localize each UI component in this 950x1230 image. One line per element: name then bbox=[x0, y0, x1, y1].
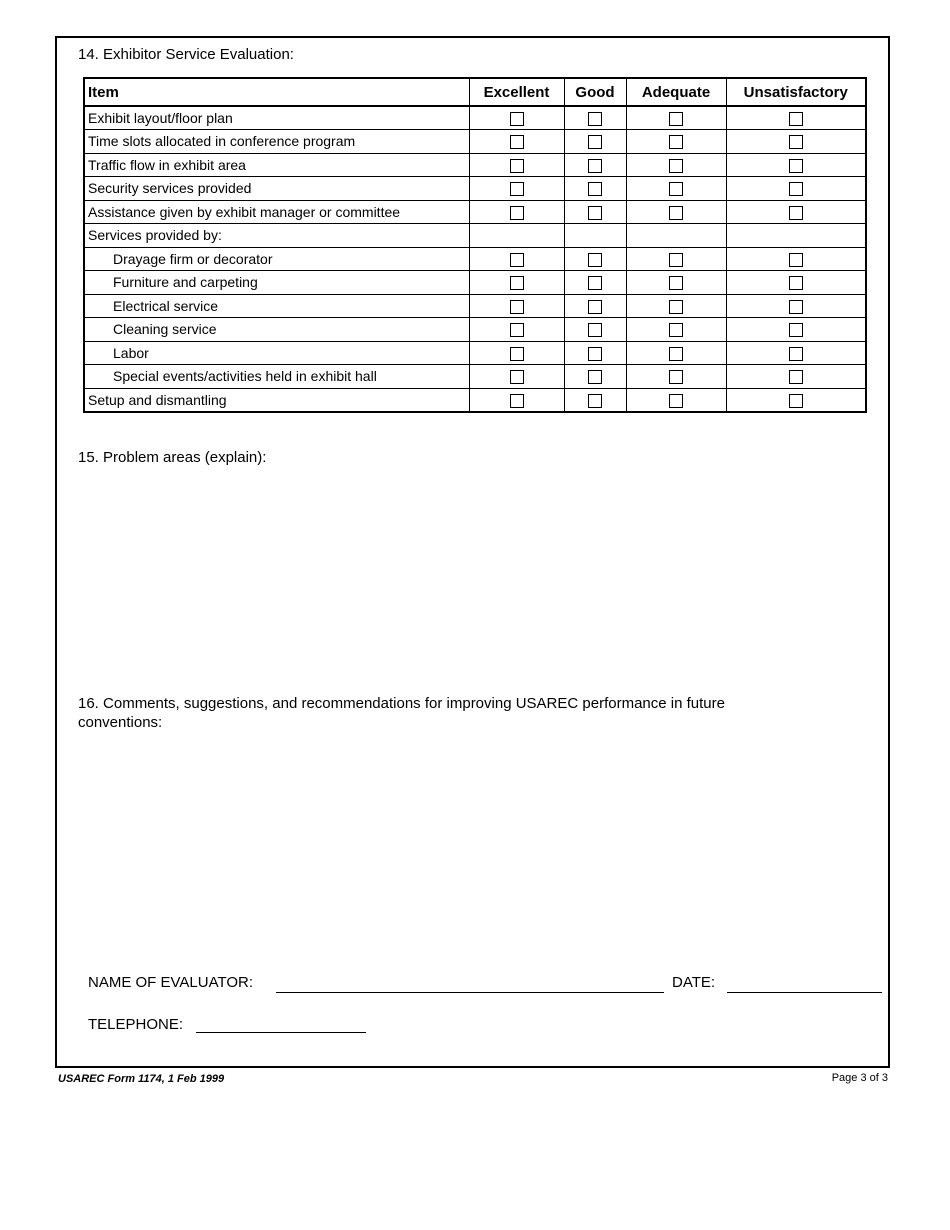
row-label: Special events/activities held in exhibit hall bbox=[84, 365, 469, 389]
cell-good bbox=[564, 365, 626, 389]
checkbox-excellent[interactable] bbox=[510, 206, 524, 220]
checkbox-excellent[interactable] bbox=[510, 370, 524, 384]
cell-adequate bbox=[626, 130, 726, 154]
column-header-item: Item bbox=[84, 78, 469, 106]
cell-adequate bbox=[626, 388, 726, 412]
checkbox-good[interactable] bbox=[588, 347, 602, 361]
table-row bbox=[84, 271, 866, 295]
cell-excellent bbox=[469, 341, 564, 365]
checkbox-adequate[interactable] bbox=[669, 394, 683, 408]
cell-good bbox=[564, 153, 626, 177]
column-header-excellent: Excellent bbox=[469, 78, 564, 106]
checkbox-unsatisfactory[interactable] bbox=[789, 347, 803, 361]
checkbox-good[interactable] bbox=[588, 182, 602, 196]
checkbox-unsatisfactory[interactable] bbox=[789, 394, 803, 408]
row-label: Traffic flow in exhibit area bbox=[84, 153, 469, 177]
cell-good bbox=[564, 224, 626, 248]
checkbox-good[interactable] bbox=[588, 135, 602, 149]
checkbox-unsatisfactory[interactable] bbox=[789, 253, 803, 267]
table-row bbox=[84, 177, 866, 201]
problem-areas-field[interactable] bbox=[78, 472, 868, 682]
table-row bbox=[84, 365, 866, 389]
cell-adequate bbox=[626, 294, 726, 318]
table-row bbox=[84, 341, 866, 365]
cell-adequate bbox=[626, 271, 726, 295]
cell-adequate bbox=[626, 224, 726, 248]
row-label: Security services provided bbox=[84, 177, 469, 201]
checkbox-unsatisfactory[interactable] bbox=[789, 276, 803, 290]
date-input[interactable] bbox=[727, 992, 882, 993]
checkbox-unsatisfactory[interactable] bbox=[789, 112, 803, 126]
cell-unsatisfactory bbox=[726, 247, 866, 271]
table-row bbox=[84, 294, 866, 318]
column-header-adequate: Adequate bbox=[626, 78, 726, 106]
checkbox-good[interactable] bbox=[588, 206, 602, 220]
row-label: Cleaning service bbox=[84, 318, 469, 342]
cell-adequate bbox=[626, 177, 726, 201]
cell-good bbox=[564, 106, 626, 130]
row-label: Exhibit layout/floor plan bbox=[84, 106, 469, 130]
checkbox-unsatisfactory[interactable] bbox=[789, 159, 803, 173]
cell-excellent bbox=[469, 318, 564, 342]
checkbox-adequate[interactable] bbox=[669, 112, 683, 126]
evaluator-name-input[interactable] bbox=[276, 992, 664, 993]
cell-excellent bbox=[469, 130, 564, 154]
cell-unsatisfactory bbox=[726, 388, 866, 412]
row-label: Electrical service bbox=[84, 294, 469, 318]
checkbox-good[interactable] bbox=[588, 300, 602, 314]
row-label: Setup and dismantling bbox=[84, 388, 469, 412]
table-row bbox=[84, 200, 866, 224]
table-row bbox=[84, 318, 866, 342]
cell-good bbox=[564, 294, 626, 318]
checkbox-excellent[interactable] bbox=[510, 159, 524, 173]
cell-unsatisfactory bbox=[726, 365, 866, 389]
cell-unsatisfactory bbox=[726, 294, 866, 318]
cell-good bbox=[564, 341, 626, 365]
row-label: Labor bbox=[84, 341, 469, 365]
checkbox-adequate[interactable] bbox=[669, 135, 683, 149]
checkbox-adequate[interactable] bbox=[669, 182, 683, 196]
row-label: Furniture and carpeting bbox=[84, 271, 469, 295]
cell-good bbox=[564, 318, 626, 342]
form-identifier: USAREC Form 1174, 1 Feb 1999 bbox=[58, 1073, 225, 1085]
checkbox-good[interactable] bbox=[588, 159, 602, 173]
checkbox-adequate[interactable] bbox=[669, 347, 683, 361]
cell-excellent bbox=[469, 200, 564, 224]
cell-adequate bbox=[626, 106, 726, 130]
date-label: DATE: bbox=[672, 974, 716, 991]
evaluation-table bbox=[83, 77, 867, 413]
cell-excellent bbox=[469, 365, 564, 389]
checkbox-unsatisfactory[interactable] bbox=[789, 135, 803, 149]
cell-good bbox=[564, 247, 626, 271]
cell-adequate bbox=[626, 341, 726, 365]
checkbox-excellent[interactable] bbox=[510, 276, 524, 290]
cell-good bbox=[564, 271, 626, 295]
telephone-input[interactable] bbox=[196, 1032, 366, 1033]
cell-unsatisfactory bbox=[726, 341, 866, 365]
section-15-title: 15. Problem areas (explain): bbox=[78, 449, 267, 466]
cell-adequate bbox=[626, 200, 726, 224]
cell-excellent bbox=[469, 224, 564, 248]
section-14-title: 14. Exhibitor Service Evaluation: bbox=[78, 46, 294, 63]
cell-unsatisfactory bbox=[726, 106, 866, 130]
checkbox-excellent[interactable] bbox=[510, 300, 524, 314]
checkbox-good[interactable] bbox=[588, 276, 602, 290]
checkbox-adequate[interactable] bbox=[669, 159, 683, 173]
cell-adequate bbox=[626, 318, 726, 342]
checkbox-adequate[interactable] bbox=[669, 323, 683, 337]
table-row bbox=[84, 388, 866, 412]
checkbox-good[interactable] bbox=[588, 370, 602, 384]
evaluator-name-label: NAME OF EVALUATOR: bbox=[88, 974, 254, 991]
checkbox-good[interactable] bbox=[588, 253, 602, 267]
cell-unsatisfactory bbox=[726, 153, 866, 177]
cell-adequate bbox=[626, 153, 726, 177]
checkbox-unsatisfactory[interactable] bbox=[789, 182, 803, 196]
cell-good bbox=[564, 388, 626, 412]
cell-excellent bbox=[469, 177, 564, 201]
checkbox-adequate[interactable] bbox=[669, 300, 683, 314]
checkbox-excellent[interactable] bbox=[510, 347, 524, 361]
cell-good bbox=[564, 200, 626, 224]
checkbox-unsatisfactory[interactable] bbox=[789, 300, 803, 314]
checkbox-good[interactable] bbox=[588, 112, 602, 126]
cell-unsatisfactory bbox=[726, 271, 866, 295]
table-header-row bbox=[84, 78, 866, 106]
checkbox-excellent[interactable] bbox=[510, 323, 524, 337]
cell-excellent bbox=[469, 247, 564, 271]
cell-good bbox=[564, 177, 626, 201]
checkbox-excellent[interactable] bbox=[510, 135, 524, 149]
cell-good bbox=[564, 130, 626, 154]
table-row bbox=[84, 153, 866, 177]
page-number: Page 3 of 3 bbox=[831, 1072, 888, 1084]
row-label: Time slots allocated in conference program bbox=[84, 130, 469, 154]
checkbox-adequate[interactable] bbox=[669, 253, 683, 267]
checkbox-excellent[interactable] bbox=[510, 182, 524, 196]
row-label: Services provided by: bbox=[84, 224, 469, 248]
checkbox-unsatisfactory[interactable] bbox=[789, 206, 803, 220]
cell-excellent bbox=[469, 153, 564, 177]
table-row bbox=[84, 224, 866, 248]
row-label: Drayage firm or decorator bbox=[84, 247, 469, 271]
cell-excellent bbox=[469, 271, 564, 295]
checkbox-good[interactable] bbox=[588, 394, 602, 408]
checkbox-excellent[interactable] bbox=[510, 394, 524, 408]
cell-unsatisfactory bbox=[726, 318, 866, 342]
checkbox-adequate[interactable] bbox=[669, 276, 683, 290]
comments-field[interactable] bbox=[78, 738, 868, 958]
table-row bbox=[84, 247, 866, 271]
checkbox-excellent[interactable] bbox=[510, 253, 524, 267]
checkbox-unsatisfactory[interactable] bbox=[789, 323, 803, 337]
cell-adequate bbox=[626, 365, 726, 389]
checkbox-unsatisfactory[interactable] bbox=[789, 370, 803, 384]
checkbox-adequate[interactable] bbox=[669, 370, 683, 384]
table-row bbox=[84, 106, 866, 130]
column-header-unsatisfactory: Unsatisfactory bbox=[726, 78, 866, 106]
cell-excellent bbox=[469, 106, 564, 130]
cell-excellent bbox=[469, 294, 564, 318]
cell-adequate bbox=[626, 247, 726, 271]
cell-excellent bbox=[469, 388, 564, 412]
cell-unsatisfactory bbox=[726, 224, 866, 248]
checkbox-adequate[interactable] bbox=[669, 206, 683, 220]
table-row bbox=[84, 130, 866, 154]
telephone-label: TELEPHONE: bbox=[88, 1016, 184, 1033]
checkbox-good[interactable] bbox=[588, 323, 602, 337]
column-header-good: Good bbox=[564, 78, 626, 106]
checkbox-excellent[interactable] bbox=[510, 112, 524, 126]
section-16-title: 16. Comments, suggestions, and recommendations for improving USAREC performance in future conventions: bbox=[78, 695, 725, 731]
cell-unsatisfactory bbox=[726, 130, 866, 154]
cell-unsatisfactory bbox=[726, 200, 866, 224]
row-label: Assistance given by exhibit manager or committee bbox=[84, 200, 469, 224]
cell-unsatisfactory bbox=[726, 177, 866, 201]
